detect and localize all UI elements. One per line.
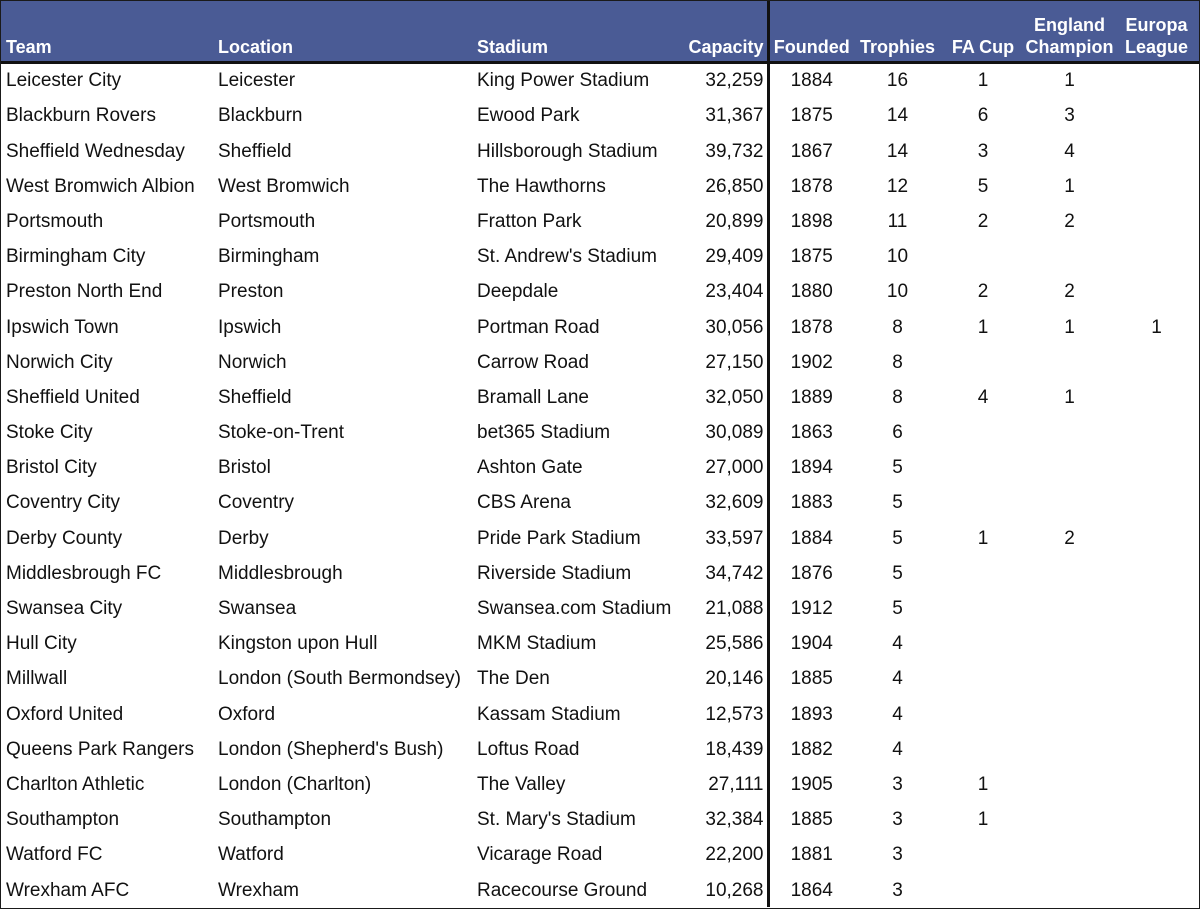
cell-stadium[interactable]: Vicarage Road	[477, 844, 603, 866]
cell-founded[interactable]: 1878	[790, 316, 833, 338]
table-row	[1, 766, 1199, 801]
header-europa-league-line1: Europa	[1125, 14, 1188, 35]
cell-england-champion[interactable]: 1	[1064, 70, 1075, 92]
cell-founded[interactable]: 1884	[790, 527, 833, 549]
cell-stadium[interactable]: Ashton Gate	[477, 457, 583, 479]
cell-stadium[interactable]: Fratton Park	[477, 210, 582, 232]
cell-capacity[interactable]: 39,732	[681, 132, 768, 167]
cell-capacity[interactable]: 25,586	[681, 625, 768, 660]
cell-team[interactable]: Preston North End	[6, 281, 163, 303]
cell-location[interactable]: Preston	[218, 281, 284, 303]
header-england-champion-line1: England	[1034, 14, 1105, 35]
cell-team[interactable]: Millwall	[6, 668, 68, 690]
cell-fa-cup[interactable]: 1	[977, 527, 989, 549]
cell-europa-league[interactable]	[1114, 449, 1199, 484]
cell-europa-league[interactable]	[1114, 555, 1199, 590]
cell-stadium[interactable]: Swansea.com Stadium	[477, 598, 672, 619]
table-row	[1, 871, 1199, 906]
cell-england-champion[interactable]: 4	[1064, 140, 1075, 162]
cell-trophies[interactable]: 3	[892, 773, 903, 795]
cell-europa-league[interactable]	[1114, 97, 1199, 132]
table-row	[1, 62, 1199, 97]
table-row	[1, 238, 1199, 273]
cell-trophies[interactable]: 8	[892, 316, 903, 338]
cell-location[interactable]: London (South Bermondsey)	[218, 668, 461, 690]
cell-trophies[interactable]: 5	[892, 562, 903, 584]
header-founded[interactable]: Founded	[768, 1, 854, 62]
cell-team[interactable]: Middlesbrough FC	[6, 562, 162, 584]
cell-capacity[interactable]: 12,573	[681, 695, 768, 730]
cell-founded[interactable]: 1885	[790, 668, 833, 690]
cell-england-champion[interactable]	[1025, 766, 1114, 801]
cell-england-champion[interactable]: 1	[1064, 175, 1075, 197]
cell-founded[interactable]: 1883	[790, 492, 833, 514]
cell-europa-league[interactable]	[1114, 801, 1199, 836]
cell-stadium[interactable]: Portman Road	[477, 316, 600, 338]
cell-trophies[interactable]: 5	[892, 598, 903, 619]
cell-europa-league[interactable]: 1	[1151, 316, 1162, 338]
cell-trophies[interactable]: 4	[892, 668, 903, 690]
cell-trophies[interactable]: 4	[892, 738, 903, 760]
cell-europa-league[interactable]	[1114, 203, 1199, 238]
table-row	[1, 308, 1199, 343]
cell-fa-cup[interactable]	[941, 484, 1025, 519]
cell-founded[interactable]: 1881	[790, 844, 833, 866]
cell-stadium[interactable]: The Valley	[477, 773, 566, 795]
cell-location[interactable]: Ipswich	[218, 316, 282, 338]
cell-england-champion[interactable]: 1	[1064, 316, 1075, 338]
cell-europa-league[interactable]	[1114, 660, 1199, 695]
cell-fa-cup[interactable]	[941, 871, 1025, 906]
cell-trophies[interactable]: 4	[892, 703, 903, 725]
cell-founded[interactable]: 1867	[790, 140, 833, 162]
cell-europa-league[interactable]	[1114, 695, 1199, 730]
cell-trophies[interactable]: 3	[892, 809, 903, 831]
cell-founded[interactable]: 1885	[790, 809, 833, 831]
cell-founded[interactable]: 1904	[790, 633, 833, 655]
cell-trophies[interactable]: 6	[892, 422, 903, 444]
cell-location[interactable]: Blackburn	[218, 105, 303, 127]
cell-stadium[interactable]: bet365 Stadium	[477, 422, 611, 444]
cell-england-champion[interactable]	[1025, 484, 1114, 519]
header-location[interactable]: Location	[213, 1, 472, 62]
cell-location[interactable]: Swansea	[218, 598, 297, 619]
cell-england-champion[interactable]: 2	[1064, 210, 1075, 232]
cell-capacity[interactable]: 18,439	[681, 731, 768, 766]
table-row	[1, 449, 1199, 484]
cell-team[interactable]: Charlton Athletic	[6, 773, 145, 795]
cell-team[interactable]: Sheffield Wednesday	[6, 140, 185, 162]
cell-team[interactable]: Queens Park Rangers	[6, 738, 194, 760]
cell-location[interactable]: Leicester	[218, 70, 296, 92]
cell-founded[interactable]: 1905	[790, 773, 833, 795]
cell-stadium[interactable]: Racecourse Ground	[477, 879, 648, 901]
cell-capacity[interactable]: 34,742	[681, 555, 768, 590]
cell-trophies[interactable]: 3	[892, 879, 903, 901]
cell-stadium[interactable]: Ewood Park	[477, 105, 580, 127]
cell-fa-cup[interactable]: 1	[977, 809, 989, 831]
cell-stadium[interactable]: Carrow Road	[477, 351, 589, 373]
cell-founded[interactable]: 1894	[790, 457, 833, 479]
cell-trophies[interactable]: 10	[886, 246, 909, 268]
table-row	[1, 344, 1199, 379]
cell-team[interactable]: Southampton	[6, 809, 120, 831]
cell-england-champion[interactable]	[1025, 660, 1114, 695]
cell-team[interactable]: Bristol City	[6, 457, 97, 479]
header-stadium[interactable]: Stadium	[472, 1, 681, 62]
header-england-champion-line2: Champion	[1025, 36, 1114, 57]
cell-founded[interactable]: 1875	[790, 246, 833, 268]
cell-trophies[interactable]: 3	[892, 844, 903, 866]
cell-england-champion[interactable]	[1025, 238, 1114, 273]
cell-location[interactable]: Wrexham	[218, 879, 299, 901]
cell-team[interactable]: Blackburn Rovers	[6, 105, 156, 127]
header-europa-league-line2: League	[1124, 36, 1189, 57]
cell-fa-cup[interactable]: 2	[977, 210, 989, 232]
cell-england-champion[interactable]: 1	[1064, 386, 1075, 408]
cell-capacity[interactable]: 26,850	[681, 168, 768, 203]
cell-europa-league[interactable]	[1114, 484, 1199, 519]
cell-europa-league[interactable]	[1114, 132, 1199, 167]
cell-england-champion[interactable]	[1025, 555, 1114, 590]
cell-fa-cup[interactable]	[941, 449, 1025, 484]
cell-location[interactable]: Oxford	[218, 703, 276, 725]
table-row	[1, 414, 1199, 449]
cell-stadium[interactable]: Deepdale	[477, 281, 559, 303]
cell-team[interactable]: Wrexham AFC	[6, 879, 130, 901]
cell-capacity[interactable]: 32,050	[681, 379, 768, 414]
cell-team[interactable]: West Bromwich Albion	[6, 175, 195, 197]
cell-trophies[interactable]: 5	[892, 457, 903, 479]
cell-capacity[interactable]: 32,259	[681, 62, 768, 97]
cell-founded[interactable]: 1876	[790, 562, 833, 584]
cell-capacity[interactable]: 20,146	[681, 660, 768, 695]
cell-trophies[interactable]: 14	[886, 105, 909, 127]
header-capacity[interactable]: Capacity	[681, 1, 768, 62]
table-row	[1, 168, 1199, 203]
cell-europa-league[interactable]	[1114, 238, 1199, 273]
table-body	[1, 62, 1199, 907]
clubs-table	[1, 1, 1199, 907]
cell-europa-league[interactable]	[1114, 414, 1199, 449]
cell-founded[interactable]: 1880	[790, 281, 833, 303]
table-row	[1, 97, 1199, 132]
cell-capacity[interactable]: 29,409	[681, 238, 768, 273]
cell-capacity[interactable]: 27,000	[681, 449, 768, 484]
cell-fa-cup[interactable]: 1	[977, 773, 989, 795]
cell-location[interactable]: London (Charlton)	[218, 773, 372, 795]
cell-founded[interactable]: 1884	[790, 70, 833, 92]
header-fa-cup[interactable]: FA Cup	[941, 1, 1025, 62]
cell-fa-cup[interactable]	[941, 660, 1025, 695]
cell-trophies[interactable]: 12	[886, 175, 909, 197]
cell-founded[interactable]: 1898	[790, 210, 833, 232]
table-row	[1, 695, 1199, 730]
cell-stadium[interactable]: Riverside Stadium	[477, 562, 632, 584]
cell-trophies[interactable]: 14	[886, 140, 909, 162]
cell-location[interactable]: Bristol	[218, 457, 271, 479]
cell-england-champion[interactable]	[1025, 836, 1114, 871]
cell-stadium[interactable]: The Den	[477, 668, 550, 690]
cell-europa-league[interactable]	[1114, 379, 1199, 414]
cell-team[interactable]: Oxford United	[6, 703, 124, 725]
cell-location[interactable]: Kingston upon Hull	[218, 633, 378, 655]
cell-stadium[interactable]: King Power Stadium	[477, 70, 650, 92]
cell-team[interactable]: Birmingham City	[6, 246, 146, 268]
cell-capacity[interactable]: 33,597	[681, 519, 768, 554]
cell-europa-league[interactable]	[1114, 344, 1199, 379]
cell-fa-cup[interactable]	[941, 590, 1025, 625]
cell-location[interactable]: Coventry	[218, 492, 295, 514]
table-row	[1, 555, 1199, 590]
table-row	[1, 731, 1199, 766]
cell-location[interactable]: Southampton	[218, 809, 332, 831]
cell-europa-league[interactable]	[1114, 836, 1199, 871]
cell-founded[interactable]: 1893	[790, 703, 833, 725]
cell-founded[interactable]: 1882	[790, 738, 833, 760]
cell-location[interactable]: Stoke-on-Trent	[218, 422, 345, 444]
cell-england-champion[interactable]	[1025, 449, 1114, 484]
cell-europa-league[interactable]	[1114, 168, 1199, 203]
table-row	[1, 590, 1199, 625]
cell-founded[interactable]: 1878	[790, 175, 833, 197]
cell-location[interactable]: Derby	[218, 527, 269, 549]
cell-europa-league[interactable]	[1114, 519, 1199, 554]
cell-capacity[interactable]: 27,150	[681, 344, 768, 379]
header-england-champion[interactable]	[1025, 1, 1114, 62]
cell-fa-cup[interactable]	[941, 344, 1025, 379]
table-row	[1, 625, 1199, 660]
cell-england-champion[interactable]	[1025, 414, 1114, 449]
table-row	[1, 203, 1199, 238]
cell-capacity[interactable]: 32,609	[681, 484, 768, 519]
cell-team[interactable]: Watford FC	[6, 844, 103, 866]
cell-europa-league[interactable]	[1114, 273, 1199, 308]
cell-trophies[interactable]: 4	[892, 633, 903, 655]
cell-stadium[interactable]: Pride Park Stadium	[477, 527, 641, 549]
cell-fa-cup[interactable]: 5	[977, 175, 989, 197]
cell-fa-cup[interactable]	[941, 695, 1025, 730]
cell-stadium[interactable]: Loftus Road	[477, 738, 580, 760]
cell-europa-league[interactable]	[1114, 62, 1199, 97]
table-row	[1, 379, 1199, 414]
cell-europa-league[interactable]	[1114, 871, 1199, 906]
cell-europa-league[interactable]	[1114, 590, 1199, 625]
header-trophies[interactable]: Trophies	[854, 1, 941, 62]
cell-europa-league[interactable]	[1114, 731, 1199, 766]
cell-team[interactable]: Hull City	[6, 633, 77, 655]
cell-location[interactable]: Portsmouth	[218, 210, 316, 232]
cell-capacity[interactable]: 20,899	[681, 203, 768, 238]
cell-stadium[interactable]: St. Mary's Stadium	[477, 809, 636, 831]
cell-stadium[interactable]: CBS Arena	[477, 492, 571, 514]
cell-founded[interactable]: 1864	[790, 879, 833, 901]
table-row	[1, 519, 1199, 554]
cell-fa-cup[interactable]: 2	[977, 281, 989, 303]
table-row	[1, 484, 1199, 519]
cell-fa-cup[interactable]	[941, 555, 1025, 590]
cell-fa-cup[interactable]: 3	[977, 140, 989, 162]
cell-team[interactable]: Stoke City	[6, 422, 93, 444]
cell-location[interactable]: West Bromwich	[218, 175, 350, 197]
table-row	[1, 801, 1199, 836]
cell-team[interactable]: Sheffield United	[6, 386, 140, 408]
cell-capacity[interactable]: 30,056	[681, 308, 768, 343]
cell-founded[interactable]: 1863	[790, 422, 833, 444]
cell-stadium[interactable]: Bramall Lane	[477, 386, 589, 408]
cell-trophies[interactable]: 5	[892, 492, 903, 514]
cell-trophies[interactable]: 8	[892, 386, 903, 408]
cell-founded[interactable]: 1875	[790, 105, 833, 127]
cell-capacity[interactable]: 30,089	[681, 414, 768, 449]
cell-england-champion[interactable]	[1025, 625, 1114, 660]
cell-team[interactable]: Leicester City	[6, 70, 122, 92]
cell-england-champion[interactable]	[1025, 344, 1114, 379]
cell-europa-league[interactable]	[1114, 625, 1199, 660]
cell-location[interactable]: Middlesbrough	[218, 562, 343, 584]
cell-fa-cup[interactable]: 6	[977, 105, 989, 127]
cell-england-champion[interactable]	[1025, 731, 1114, 766]
cell-england-champion[interactable]	[1025, 590, 1114, 625]
cell-location[interactable]: London (Shepherd's Bush)	[218, 738, 444, 760]
table-row	[1, 132, 1199, 167]
cell-fa-cup[interactable]	[941, 731, 1025, 766]
cell-fa-cup[interactable]: 4	[977, 386, 989, 408]
cell-capacity[interactable]: 32,384	[681, 801, 768, 836]
table-row	[1, 273, 1199, 308]
cell-england-champion[interactable]	[1025, 801, 1114, 836]
cell-capacity[interactable]: 22,200	[681, 836, 768, 871]
cell-location[interactable]: Watford	[218, 844, 284, 866]
cell-stadium[interactable]: The Hawthorns	[477, 175, 606, 197]
cell-europa-league[interactable]	[1114, 766, 1199, 801]
cell-founded[interactable]: 1912	[790, 598, 833, 619]
cell-capacity[interactable]: 21,088	[681, 590, 768, 625]
cell-trophies[interactable]: 10	[886, 281, 909, 303]
cell-team[interactable]: Portsmouth	[6, 210, 104, 232]
cell-location[interactable]: Birmingham	[218, 246, 320, 268]
cell-trophies[interactable]: 11	[887, 210, 908, 232]
table-header	[1, 1, 1199, 62]
header-row	[1, 1, 1199, 62]
cell-capacity[interactable]: 27,111	[681, 766, 768, 801]
cell-team[interactable]: Coventry City	[6, 492, 121, 514]
cell-stadium[interactable]: Kassam Stadium	[477, 703, 621, 725]
cell-fa-cup[interactable]	[941, 238, 1025, 273]
cell-fa-cup[interactable]	[941, 414, 1025, 449]
table-row	[1, 660, 1199, 695]
cell-team[interactable]: Ipswich Town	[6, 316, 119, 338]
cell-location[interactable]: Sheffield	[218, 386, 292, 408]
cell-location[interactable]: Norwich	[218, 351, 287, 373]
cell-capacity[interactable]: 23,404	[681, 273, 768, 308]
cell-trophies[interactable]: 16	[886, 70, 909, 92]
cell-founded[interactable]: 1902	[790, 351, 833, 373]
cell-fa-cup[interactable]: 1	[977, 70, 989, 92]
cell-capacity[interactable]: 10,268	[681, 871, 768, 906]
header-europa-league[interactable]	[1114, 1, 1199, 62]
cell-capacity[interactable]: 31,367	[681, 97, 768, 132]
cell-england-champion[interactable]	[1025, 695, 1114, 730]
cell-trophies[interactable]: 8	[892, 351, 903, 373]
cell-fa-cup[interactable]	[941, 836, 1025, 871]
cell-team[interactable]: Swansea City	[6, 598, 123, 619]
cell-founded[interactable]: 1889	[790, 386, 833, 408]
cell-fa-cup[interactable]	[941, 625, 1025, 660]
cell-team[interactable]: Derby County	[6, 527, 123, 549]
header-team[interactable]: Team	[1, 1, 213, 62]
cell-england-champion[interactable]: 2	[1064, 527, 1075, 549]
cell-location[interactable]: Sheffield	[218, 140, 292, 162]
cell-stadium[interactable]: St. Andrew's Stadium	[477, 246, 657, 268]
cell-fa-cup[interactable]: 1	[977, 316, 989, 338]
cell-england-champion[interactable]: 2	[1064, 281, 1075, 303]
cell-trophies[interactable]: 5	[892, 527, 903, 549]
cell-england-champion[interactable]: 3	[1064, 105, 1075, 127]
cell-team[interactable]: Norwich City	[6, 351, 113, 373]
cell-stadium[interactable]: Hillsborough Stadium	[477, 140, 658, 162]
cell-stadium[interactable]: MKM Stadium	[477, 633, 597, 655]
table-row	[1, 836, 1199, 871]
cell-england-champion[interactable]	[1025, 871, 1114, 906]
